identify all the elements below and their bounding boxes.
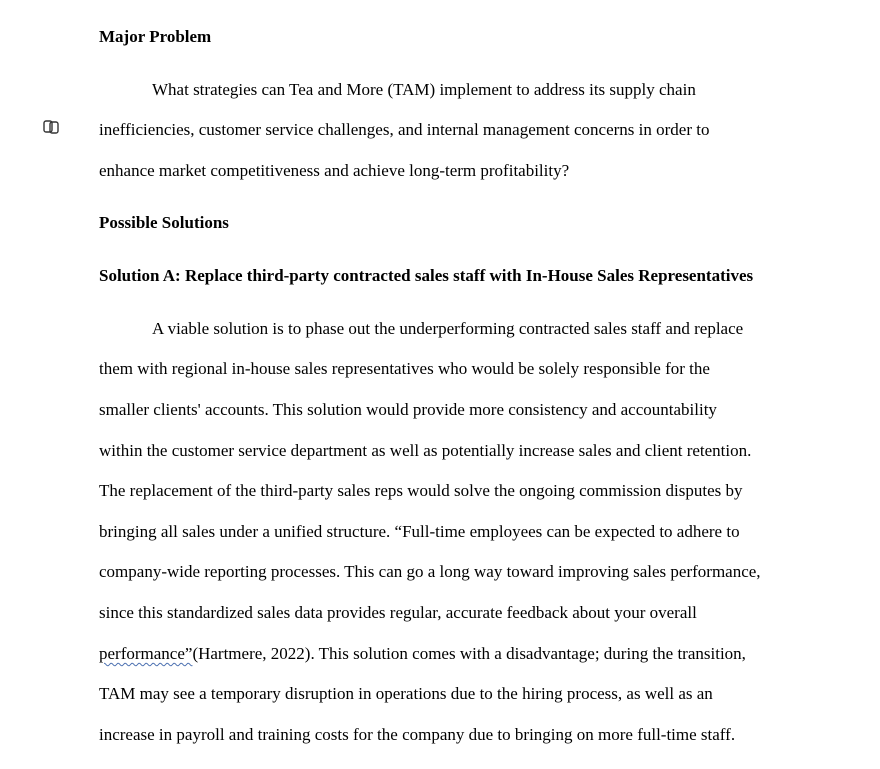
paragraph-line-citation xyxy=(99,644,746,664)
paragraph-line: TAM may see a temporary disruption in operations due to the hiring process, as well as an xyxy=(99,684,713,703)
citation-text: (Hartmere, 2022). This solution comes with a disadvantage; during the transition, xyxy=(192,644,746,663)
paragraph-line: them with regional in-house sales representatives who would be solely responsible for the xyxy=(99,359,710,378)
paragraph-line: smaller clients' accounts. This solution would provide more consistency and accountability xyxy=(99,400,717,419)
flagged-word[interactable]: performance” xyxy=(99,644,193,663)
paragraph-line: What strategies can Tea and More (TAM) implement to address its supply chain xyxy=(152,80,696,99)
paragraph-line: increase in payroll and training costs for the company due to bringing on more full-time staff. xyxy=(99,725,736,744)
paragraph-line: since this standardized sales data provides regular, accurate feedback about your overall xyxy=(99,603,697,622)
heading-solution-a: Solution A: Replace third-party contracted sales staff with In-House Sales Representatives xyxy=(99,266,754,285)
heading-possible-solutions: Possible Solutions xyxy=(99,213,229,232)
paragraph-line: bringing all sales under a unified structure. “Full-time employees can be expected to adhere to xyxy=(99,522,740,541)
paragraph-line: within the customer service department as well as potentially increase sales and client retention. xyxy=(99,441,752,460)
paragraph-line: company-wide reporting processes. This can go a long way toward improving sales performance, xyxy=(99,562,761,581)
paragraph-line: inefficiencies, customer service challenges, and internal management concerns in order to xyxy=(99,120,710,139)
paragraph-line: The replacement of the third-party sales reps would solve the ongoing commission disputes by xyxy=(99,481,743,500)
paragraph-line: A viable solution is to phase out the underperforming contracted sales staff and replace xyxy=(152,319,744,338)
heading-major-problem: Major Problem xyxy=(99,27,212,46)
copilot-icon[interactable] xyxy=(42,119,60,135)
paragraph-line: enhance market competitiveness and achieve long-term profitability? xyxy=(99,161,570,180)
